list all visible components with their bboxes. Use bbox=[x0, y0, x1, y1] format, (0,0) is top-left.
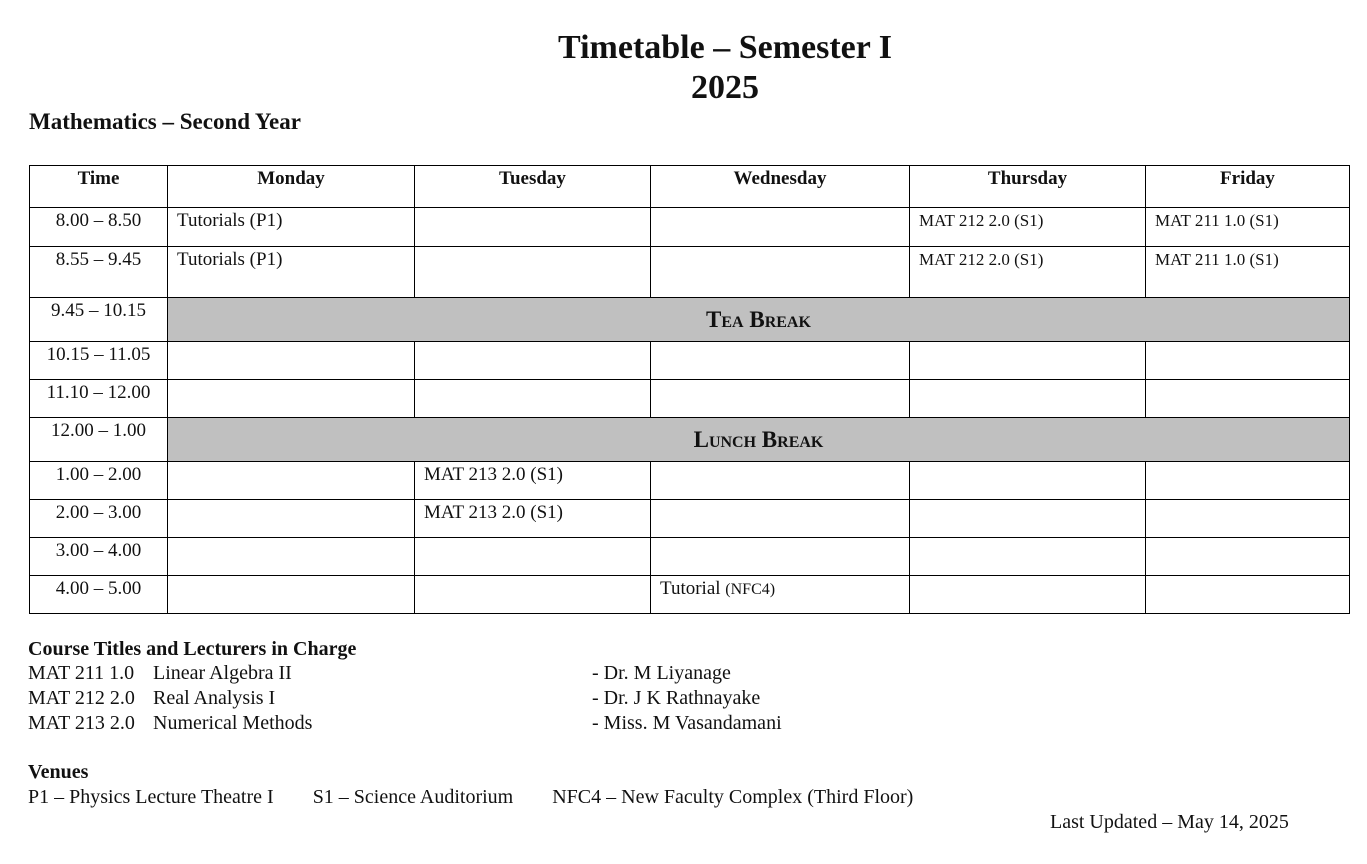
col-header-wednesday: Wednesday bbox=[651, 166, 910, 208]
thursday-cell bbox=[910, 462, 1146, 500]
tuesday-cell: MAT 213 2.0 (S1) bbox=[415, 462, 651, 500]
time-cell: 4.00 – 5.00 bbox=[30, 576, 168, 614]
time-cell: 8.55 – 9.45 bbox=[30, 247, 168, 298]
course-title: Linear Algebra II bbox=[153, 662, 292, 684]
course-item bbox=[28, 712, 312, 735]
monday-cell bbox=[168, 462, 415, 500]
friday-cell: MAT 211 1.0 (S1) bbox=[1146, 208, 1350, 247]
wednesday-venue: (NFC4) bbox=[725, 581, 776, 598]
course-title: Real Analysis I bbox=[153, 687, 276, 709]
lunch-break-cell: Lunch Break bbox=[168, 418, 1350, 462]
monday-cell bbox=[168, 380, 415, 418]
course-code: MAT 213 2.0 bbox=[28, 712, 135, 734]
thursday-cell bbox=[910, 500, 1146, 538]
monday-cell bbox=[168, 500, 415, 538]
course-lecturer: - Dr. M Liyanage bbox=[592, 662, 731, 684]
wednesday-cell bbox=[651, 342, 910, 380]
table-row bbox=[30, 462, 1350, 500]
wednesday-cell bbox=[651, 500, 910, 538]
table-row bbox=[30, 247, 1350, 298]
thursday-cell bbox=[910, 342, 1146, 380]
time-cell: 1.00 – 2.00 bbox=[30, 462, 168, 500]
table-row-break bbox=[30, 418, 1350, 462]
tuesday-cell: MAT 213 2.0 (S1) bbox=[415, 500, 651, 538]
wednesday-cell bbox=[651, 576, 910, 614]
friday-cell bbox=[1146, 576, 1350, 614]
table-row bbox=[30, 500, 1350, 538]
thursday-cell: MAT 212 2.0 (S1) bbox=[910, 208, 1146, 247]
col-header-monday: Monday bbox=[168, 166, 415, 208]
tuesday-cell bbox=[415, 247, 651, 298]
venues-list bbox=[28, 786, 947, 809]
monday-cell bbox=[168, 342, 415, 380]
time-cell: 2.00 – 3.00 bbox=[30, 500, 168, 538]
thursday-cell bbox=[910, 538, 1146, 576]
wednesday-cell bbox=[651, 380, 910, 418]
tuesday-cell bbox=[415, 342, 651, 380]
friday-cell bbox=[1146, 538, 1350, 576]
table-row bbox=[30, 380, 1350, 418]
time-cell: 12.00 – 1.00 bbox=[30, 418, 168, 462]
friday-cell bbox=[1146, 380, 1350, 418]
friday-cell bbox=[1146, 462, 1350, 500]
wednesday-cell bbox=[651, 208, 910, 247]
col-header-friday: Friday bbox=[1146, 166, 1350, 208]
tuesday-cell bbox=[415, 380, 651, 418]
col-header-thursday: Thursday bbox=[910, 166, 1146, 208]
course-title: Numerical Methods bbox=[153, 712, 313, 734]
wednesday-cell bbox=[651, 247, 910, 298]
table-row bbox=[30, 576, 1350, 614]
wednesday-cell bbox=[651, 538, 910, 576]
course-item bbox=[28, 687, 275, 710]
friday-cell: MAT 211 1.0 (S1) bbox=[1146, 247, 1350, 298]
course-lecturer: - Miss. M Vasandamani bbox=[592, 712, 782, 734]
tuesday-cell bbox=[415, 538, 651, 576]
tea-break-cell: Tea Break bbox=[168, 298, 1350, 342]
time-cell: 3.00 – 4.00 bbox=[30, 538, 168, 576]
tuesday-cell bbox=[415, 576, 651, 614]
time-cell: 9.45 – 10.15 bbox=[30, 298, 168, 342]
last-updated: Last Updated – May 14, 2025 bbox=[1050, 811, 1289, 833]
col-header-tuesday: Tuesday bbox=[415, 166, 651, 208]
courses-heading: Course Titles and Lecturers in Charge bbox=[28, 638, 357, 660]
timetable bbox=[29, 165, 1350, 614]
venue-item: NFC4 – New Faculty Complex (Third Floor) bbox=[552, 786, 914, 808]
venue-item: S1 – Science Auditorium bbox=[312, 786, 514, 808]
table-row bbox=[30, 538, 1350, 576]
page-subtitle: Mathematics – Second Year bbox=[29, 109, 301, 134]
thursday-cell: MAT 212 2.0 (S1) bbox=[910, 247, 1146, 298]
venues-heading: Venues bbox=[28, 761, 89, 783]
thursday-cell bbox=[910, 380, 1146, 418]
wednesday-tutorial: Tutorial bbox=[660, 578, 721, 599]
wednesday-cell bbox=[651, 462, 910, 500]
col-header-time: Time bbox=[30, 166, 168, 208]
thursday-cell bbox=[910, 576, 1146, 614]
time-cell: 10.15 – 11.05 bbox=[30, 342, 168, 380]
venue-item: P1 – Physics Lecture Theatre I bbox=[28, 786, 274, 808]
monday-cell bbox=[168, 576, 415, 614]
friday-cell bbox=[1146, 342, 1350, 380]
monday-cell: Tutorials (P1) bbox=[168, 208, 415, 247]
header-row bbox=[30, 166, 1350, 208]
time-cell: 8.00 – 8.50 bbox=[30, 208, 168, 247]
course-item bbox=[28, 662, 292, 685]
table-row bbox=[30, 342, 1350, 380]
table-row-break bbox=[30, 298, 1350, 342]
tuesday-cell bbox=[415, 208, 651, 247]
course-code: MAT 212 2.0 bbox=[28, 687, 135, 709]
table-row bbox=[30, 208, 1350, 247]
page-year: 2025 bbox=[691, 69, 759, 106]
monday-cell bbox=[168, 538, 415, 576]
monday-cell: Tutorials (P1) bbox=[168, 247, 415, 298]
friday-cell bbox=[1146, 500, 1350, 538]
page-title: Timetable – Semester I bbox=[558, 29, 892, 66]
course-code: MAT 211 1.0 bbox=[28, 662, 135, 684]
time-cell: 11.10 – 12.00 bbox=[30, 380, 168, 418]
course-lecturer: - Dr. J K Rathnayake bbox=[592, 687, 761, 709]
